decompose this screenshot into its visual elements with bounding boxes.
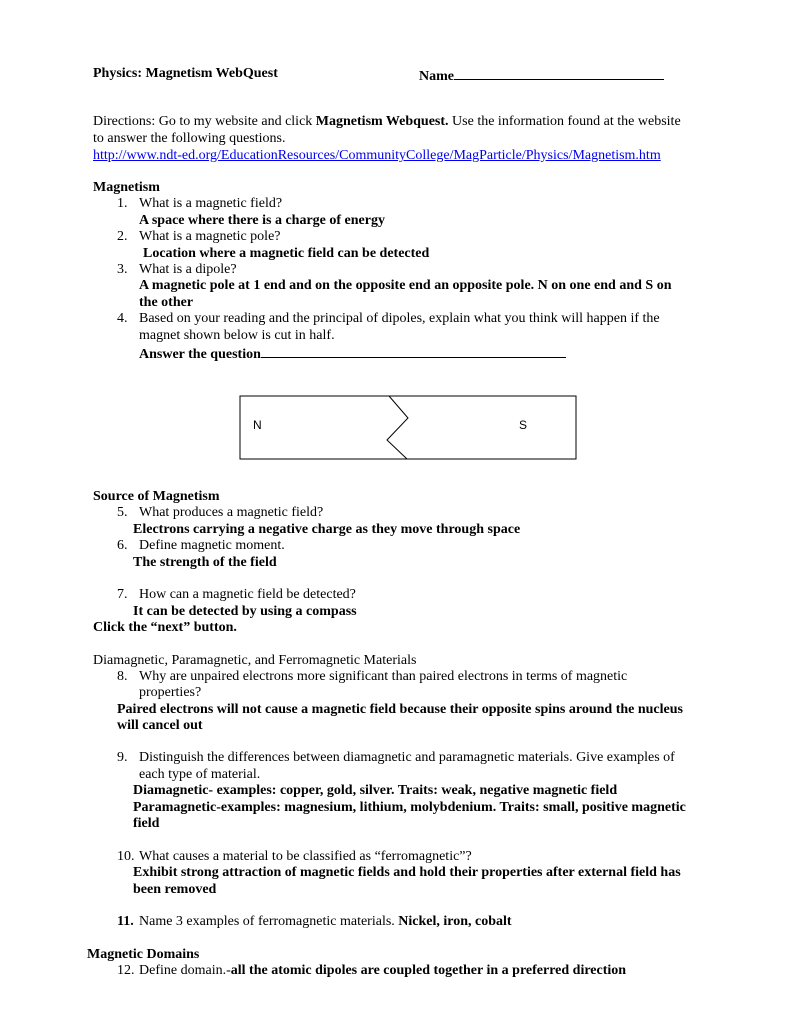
question-number: 3. <box>117 262 128 277</box>
question-9 <box>117 750 675 767</box>
answer-3-line-2: the other <box>139 295 194 310</box>
directions-line-1 <box>93 114 681 131</box>
answer-9-line-1: Diamagnetic- examples: copper, gold, silver. Traits: weak, negative magnetic field <box>133 783 618 798</box>
question-text: What is a magnetic pole? <box>139 229 281 244</box>
question-11 <box>117 914 512 931</box>
question-8 <box>117 669 627 686</box>
next-button-instruction: Click the “next” button. <box>93 620 237 635</box>
question-number: 4. <box>117 311 128 326</box>
answer-8-line-2: will cancel out <box>117 718 203 733</box>
question-9-line-2: each type of material. <box>139 767 261 782</box>
question-text: Distinguish the differences between diamagnetic and paramagnetic materials. Give examples of <box>139 750 675 765</box>
question-2 <box>117 229 281 246</box>
section-heading-domains: Magnetic Domains <box>87 947 200 962</box>
worksheet-title: Physics: Magnetism WebQuest <box>93 66 278 81</box>
answer-7: It can be detected by using a compass <box>133 604 357 619</box>
question-text: Name 3 examples of ferromagnetic materials. <box>139 914 399 929</box>
question-text: What is a magnetic field? <box>139 196 283 211</box>
question-text: Define domain.- <box>139 963 231 978</box>
website-link[interactable]: http://www.ndt-ed.org/EducationResources/CommunityCollege/MagParticle/Physics/Magnetism.htm <box>93 148 661 163</box>
question-6 <box>117 538 285 555</box>
question-7 <box>117 587 356 604</box>
section-heading-magnetism: Magnetism <box>93 180 160 195</box>
question-number: 8. <box>117 669 128 684</box>
answer-blank[interactable] <box>261 344 566 358</box>
question-4-line-2: magnet shown below is cut in half. <box>139 328 335 343</box>
directions-bold: Magnetism Webquest. <box>315 114 449 129</box>
question-text: Define magnetic moment. <box>139 538 285 553</box>
answer-2: Location where a magnetic field can be detected <box>143 246 430 261</box>
name-label: Name <box>419 69 454 84</box>
answer-12: all the atomic dipoles are coupled together in a preferred direction <box>230 963 627 978</box>
answer-1: A space where there is a charge of energy <box>139 213 385 228</box>
answer-label: Answer the question <box>139 347 261 362</box>
name-blank[interactable] <box>454 66 664 80</box>
section-heading-materials: Diamagnetic, Paramagnetic, and Ferromagnetic Materials <box>93 653 417 668</box>
answer-4-field[interactable] <box>139 344 566 364</box>
question-text: How can a magnetic field be detected? <box>139 587 356 602</box>
break-line <box>387 396 408 459</box>
answer-3-line-1: A magnetic pole at 1 end and on the opposite end an opposite pole. N on one end and S on <box>139 278 672 293</box>
question-number: 5. <box>117 505 128 520</box>
question-text: What is a dipole? <box>139 262 237 277</box>
answer-9-line-3: field <box>133 816 160 831</box>
answer-5: Electrons carrying a negative charge as they move through space <box>133 522 521 537</box>
question-text: Based on your reading and the principal of dipoles, explain what you think will happen if the <box>139 311 660 326</box>
question-number: 9. <box>117 750 128 765</box>
question-number: 6. <box>117 538 128 553</box>
answer-8-line-1: Paired electrons will not cause a magnetic field because their opposite spins around the nucleus <box>117 702 683 717</box>
south-pole-label: S <box>519 418 528 432</box>
bar-magnet-figure <box>239 395 579 462</box>
question-1 <box>117 196 282 213</box>
answer-9-line-2: Paramagnetic-examples: magnesium, lithium, molybdenium. Traits: small, positive magnetic <box>133 800 686 815</box>
question-number: 12. <box>117 963 135 978</box>
north-pole-label: N <box>253 418 262 432</box>
question-number: 11. <box>117 914 134 929</box>
question-number: 7. <box>117 587 128 602</box>
question-3 <box>117 262 237 279</box>
directions-text-2: Use the information found at the website <box>448 114 681 129</box>
directions-line-2: to answer the following questions. <box>93 131 286 146</box>
question-text: What causes a material to be classified as “ferromagnetic”? <box>139 849 472 864</box>
question-number: 10. <box>117 849 135 864</box>
question-text: Why are unpaired electrons more significant than paired electrons in terms of magnetic <box>139 669 628 684</box>
directions-text: Directions: Go to my website and click <box>93 114 316 129</box>
question-10 <box>117 849 472 866</box>
magnet-right-outline <box>389 396 576 459</box>
question-12 <box>117 963 626 980</box>
question-4 <box>117 311 660 328</box>
answer-10-line-2: been removed <box>133 882 217 897</box>
section-heading-source: Source of Magnetism <box>93 489 220 504</box>
question-5 <box>117 505 323 522</box>
question-number: 1. <box>117 196 128 211</box>
name-field[interactable] <box>419 66 664 86</box>
answer-6: The strength of the field <box>133 555 277 570</box>
answer-11: Nickel, iron, cobalt <box>398 914 512 929</box>
question-number: 2. <box>117 229 128 244</box>
question-8-line-2: properties? <box>139 685 202 700</box>
question-text: What produces a magnetic field? <box>139 505 324 520</box>
magnet-left-outline <box>240 396 407 459</box>
answer-10-line-1: Exhibit strong attraction of magnetic fields and hold their properties after external field has <box>133 865 681 880</box>
